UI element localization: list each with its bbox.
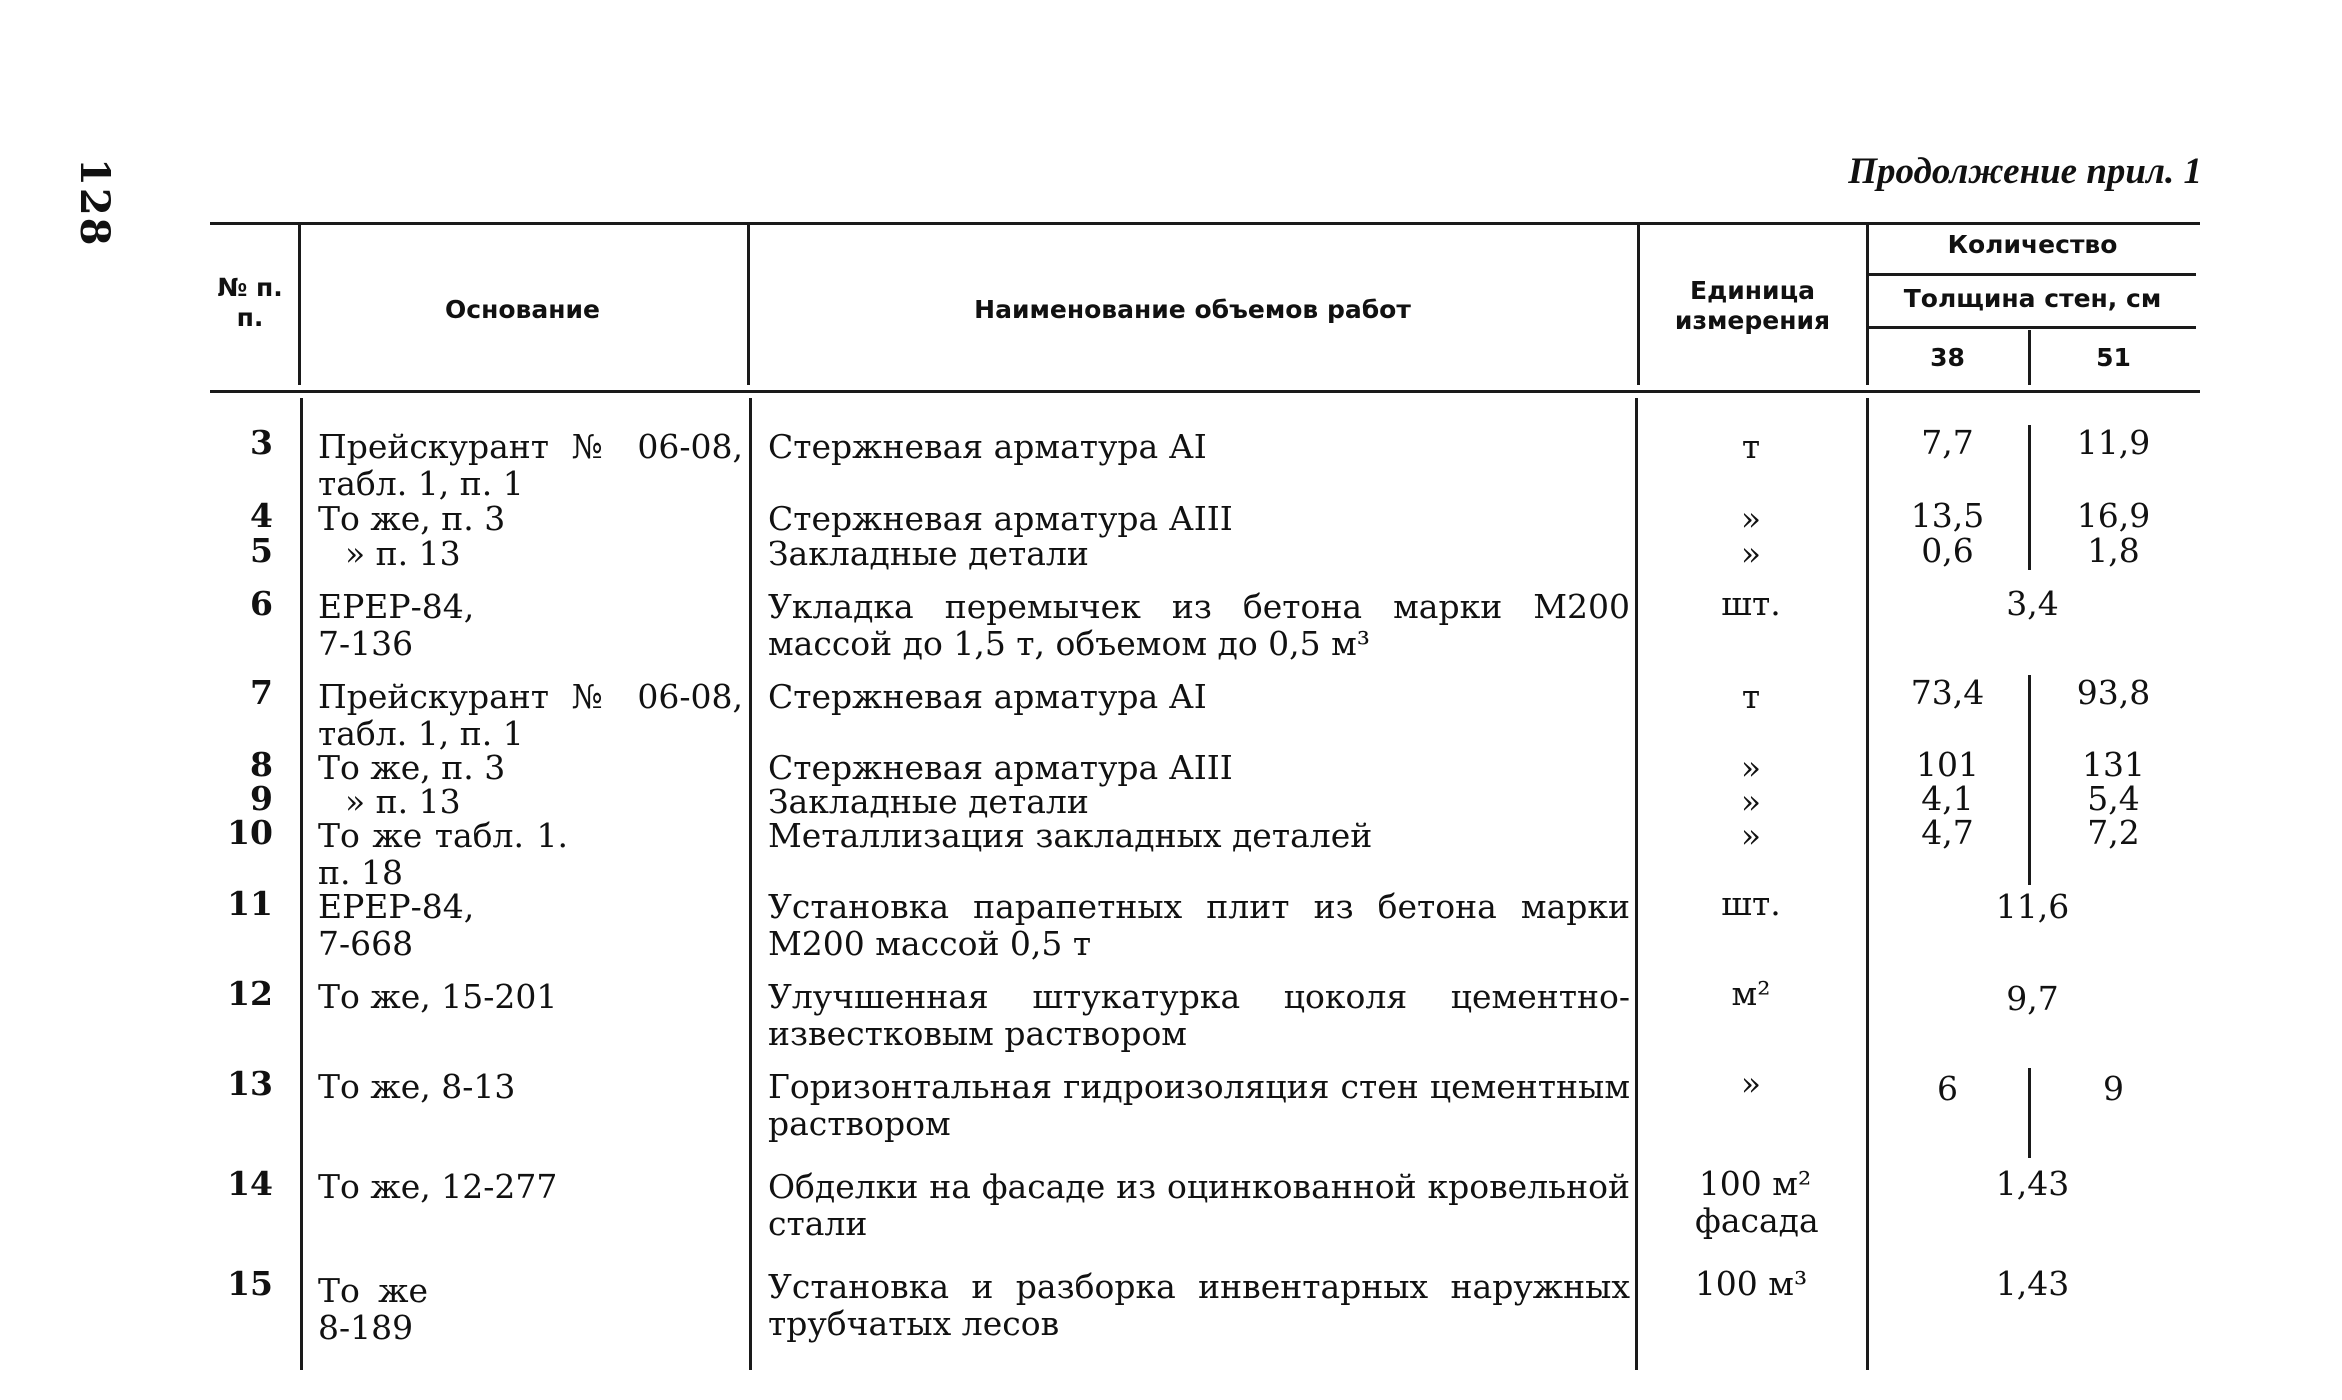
row-work: Укладка перемычек из бетона марки М200 массой до 1,5 т, объемом до 0,5 м³	[768, 587, 1630, 663]
row-qty-51: 7,2	[2087, 813, 2140, 852]
header-basis: Основание	[445, 295, 600, 324]
row-qty-merged: 9,7	[2006, 979, 2059, 1018]
row-unit: 100 м² фасада	[1695, 1164, 1819, 1240]
row-qty-38: 4,1	[1921, 779, 1974, 818]
row-unit: »	[1740, 534, 1762, 573]
row-work: Улучшенная штукатурка цоколя цементно-известковым раствором	[768, 977, 1630, 1053]
row-basis: Прейскурант № 06-08, табл. 1, п. 1	[318, 677, 743, 753]
row-qty-51: 16,9	[2076, 496, 2151, 535]
row-work: Закладные детали	[768, 534, 1089, 573]
row-work: Стержневая арматура АI	[768, 427, 1207, 466]
row-unit: т	[1741, 677, 1761, 716]
header-work-name: Наименование объемов работ	[974, 295, 1411, 324]
row-unit: м²	[1731, 974, 1771, 1013]
row-unit: »	[1740, 1064, 1762, 1103]
row-qty-38: 0,6	[1921, 531, 1974, 570]
row-unit: »	[1740, 782, 1762, 821]
header-divider-4	[1866, 225, 1869, 385]
row-work: Горизонтальная гидроизоляция стен цементным раствором	[768, 1067, 1630, 1143]
row-number: 14	[227, 1164, 273, 1203]
row-qty-38: 13,5	[1910, 496, 1985, 535]
row-qty-38: 6	[1937, 1069, 1958, 1108]
row-qty-38: 101	[1916, 745, 1979, 784]
row-number: 13	[227, 1064, 273, 1103]
row-qty-51: 93,8	[2076, 673, 2151, 712]
row-basis: То же, 15-201	[318, 977, 558, 1016]
header-thickness-51: 51	[2096, 343, 2131, 372]
row-qty-merged: 1,43	[1995, 1164, 2070, 1203]
header-divider-5	[2028, 330, 2031, 385]
row-qty-merged: 11,6	[1995, 887, 2070, 926]
page-number: 128	[71, 158, 118, 248]
row-basis: ЕРЕР-84, 7-668	[318, 887, 475, 963]
qty-divider-c	[2028, 675, 2031, 885]
body-divider-2	[749, 398, 752, 1370]
row-qty-51: 131	[2082, 745, 2145, 784]
row-number: 7	[250, 673, 273, 712]
row-unit: т	[1741, 427, 1761, 466]
qty-divider-b	[2028, 500, 2031, 570]
row-basis: То же табл. 1. п. 18	[318, 816, 568, 892]
qty-divider-d	[2028, 1068, 2031, 1158]
row-number: 4	[250, 496, 273, 535]
thickness-rule	[1866, 326, 2196, 329]
row-number: 9	[250, 779, 273, 818]
row-basis: То же, 12-277	[318, 1167, 558, 1206]
row-work: Стержневая арматура АIII	[768, 499, 1233, 538]
row-basis: ЕРЕР-84, 7-136	[318, 587, 475, 663]
row-number: 11	[227, 884, 273, 923]
row-basis: Прейскурант № 06-08, табл. 1, п. 1	[318, 427, 743, 503]
row-number: 8	[250, 745, 273, 784]
row-qty-51: 5,4	[2087, 779, 2140, 818]
row-number: 5	[250, 531, 273, 570]
header-number: № п. п.	[217, 273, 283, 332]
row-qty-merged: 1,43	[1995, 1264, 2070, 1303]
row-basis: То же 8-189	[318, 1271, 428, 1347]
row-number: 12	[227, 974, 273, 1013]
row-basis: То же, 8-13	[318, 1067, 516, 1106]
header-divider-3	[1637, 225, 1640, 385]
row-unit: »	[1740, 499, 1762, 538]
row-unit: »	[1740, 816, 1762, 855]
header-quantity: Количество	[1947, 230, 2118, 259]
row-qty-51: 11,9	[2076, 423, 2151, 462]
row-unit: 100 м³	[1694, 1264, 1808, 1303]
row-work: Стержневая арматура АI	[768, 677, 1207, 716]
row-unit: шт.	[1721, 884, 1781, 923]
header-thickness: Толщина стен, см	[1903, 284, 2162, 313]
row-qty-38: 73,4	[1910, 673, 1985, 712]
row-number: 10	[227, 813, 273, 852]
row-basis: То же, п. 3	[318, 499, 506, 538]
row-number: 6	[250, 584, 273, 623]
row-work: Металлизация закладных деталей	[768, 816, 1373, 855]
row-work: Обделки на фасаде из оцинкованной кровельной стали	[768, 1167, 1630, 1243]
header-bottom-rule	[210, 390, 2200, 393]
header-thickness-38: 38	[1930, 343, 1965, 372]
row-qty-51: 9	[2103, 1069, 2124, 1108]
row-number: 15	[227, 1264, 273, 1303]
row-qty-merged: 3,4	[2006, 584, 2059, 623]
row-qty-38: 7,7	[1921, 423, 1974, 462]
top-rule	[210, 222, 2200, 225]
body-divider-1	[300, 398, 303, 1370]
row-unit: шт.	[1721, 584, 1781, 623]
row-work: Установка и разборка инвентарных наружных трубчатых лесов	[768, 1267, 1630, 1343]
row-number: 3	[250, 423, 273, 462]
continuation-caption: Продолжение прил. 1	[1848, 151, 2202, 192]
header-unit: Единица измерения	[1674, 276, 1831, 335]
row-basis: » п. 13	[345, 782, 461, 821]
quantity-rule	[1866, 273, 2196, 276]
body-divider-4	[1866, 398, 1869, 1370]
row-work: Стержневая арматура АIII	[768, 748, 1233, 787]
row-basis: То же, п. 3	[318, 748, 506, 787]
row-unit: »	[1740, 748, 1762, 787]
row-qty-51: 1,8	[2087, 531, 2140, 570]
row-qty-38: 4,7	[1921, 813, 1974, 852]
row-work: Закладные детали	[768, 782, 1089, 821]
body-divider-3	[1635, 398, 1638, 1370]
row-basis: » п. 13	[345, 534, 461, 573]
row-work: Установка парапетных плит из бетона марки М200 массой 0,5 т	[768, 887, 1630, 963]
